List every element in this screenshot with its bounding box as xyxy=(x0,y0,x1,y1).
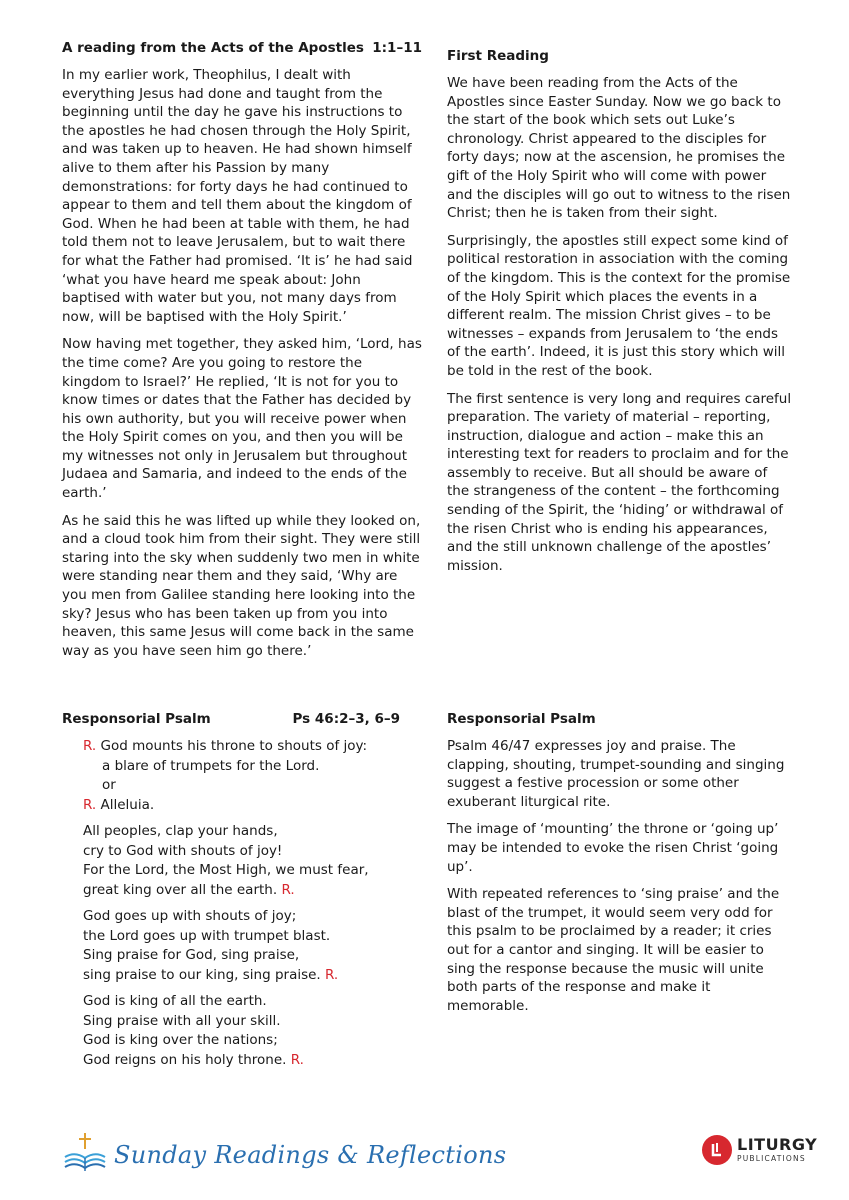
brand-name: Sunday Readings & Reflections xyxy=(114,1141,507,1169)
psalm-reflection-paragraph-1: Psalm 46/47 expresses joy and praise. The clapping, shouting, trumpet-sounding and singing suggest a festive procession or some other exuberant liturgical rite. xyxy=(447,738,785,810)
publisher-logo xyxy=(702,1135,817,1165)
response-marker: R. xyxy=(325,966,339,983)
response-line-2: a blare of trumpets for the Lord. xyxy=(102,757,320,774)
response-marker: R. xyxy=(281,881,295,898)
response-line-1: God mounts his throne to shouts of joy: xyxy=(100,738,368,754)
psalm-section xyxy=(62,711,400,1077)
reading-title: A reading from the Acts of the Apostles xyxy=(62,40,364,56)
verse-line: God reigns on his holy throne. xyxy=(83,1051,287,1068)
psalm-heading xyxy=(62,711,400,727)
response-marker: R. xyxy=(83,738,97,754)
verse-line: the Lord goes up with trumpet blast. xyxy=(83,927,331,944)
psalm-title: Responsorial Psalm xyxy=(62,711,211,727)
verse-line: For the Lord, the Most High, we must fear, xyxy=(83,862,369,878)
psalm-reference: Ps 46:2–3, 6–9 xyxy=(292,711,400,727)
response-or: or xyxy=(102,777,116,793)
liturgy-logo-icon xyxy=(702,1135,732,1165)
response-marker: R. xyxy=(83,796,97,813)
verse-line: sing praise to our king, sing praise. xyxy=(83,966,321,983)
verse-line: God goes up with shouts of joy; xyxy=(83,908,297,924)
psalm-reflection-paragraph-2: The image of ‘mounting’ the throne or ‘going up’ may be intended to evoke the risen Christ ‘going up’. xyxy=(447,821,779,875)
verse-line: Sing praise for God, sing praise, xyxy=(83,947,300,963)
publisher-name: LITURGY xyxy=(737,1135,818,1155)
reading-section xyxy=(62,40,422,669)
reflection-paragraph-3: The first sentence is very long and requires careful preparation. The variety of material – reporting, instruction, dialogue and action – make this an interesting text for readers to proclaim and for the assembly to receive. But all should be aware of the strangeness of the content – the forthcoming sending of the Spirit, the ‘hiding’ or withdrawal of the risen Christ who is ending his appearances, and the still unknown challenge of the apostles’ mission. xyxy=(447,390,792,574)
verse-line: God is king over the nations; xyxy=(83,1032,278,1048)
verse-line: Sing praise with all your skill. xyxy=(83,1012,281,1029)
first-reading-reflection xyxy=(447,48,792,584)
verse-line: cry to God with shouts of joy! xyxy=(83,842,283,859)
reading-heading xyxy=(62,40,422,56)
psalm-reflection-heading: Responsorial Psalm xyxy=(447,711,596,727)
reading-paragraph-1: In my earlier work, Theophilus, I dealt with everything Jesus had done and taught from the beginning until the day he gave his instructions to the apostles he had chosen through the Holy Spirit, and was taken up to heaven. He had shown himself alive to them after his Passion by many demonstrations: for forty days he had continued to appear to them and tell them about the kingdom of God. When he had been at table with them, he had told them not to leave Jerusalem, but to wait there for what the Father had promised. ‘It is’ he had said ‘what you have heard me speak about: John baptised with water but you, not many days from now, will be baptised with the Holy Spirit.’ xyxy=(62,67,413,325)
open-book-icon xyxy=(62,1131,108,1179)
first-reading-heading: First Reading xyxy=(447,48,549,64)
psalm-stanza-3 xyxy=(62,992,400,1070)
psalm-reflection xyxy=(447,711,792,1024)
verse-line: All peoples, clap your hands, xyxy=(83,823,278,839)
verse-line: God is king of all the earth. xyxy=(83,993,267,1009)
reading-paragraph-3: As he said this he was lifted up while they looked on, and a cloud took him from their sight. They were still staring into the sky when suddenly two men in white were standing near them and they said, ‘Why are you men from Galilee standing here looking into the sky? Jesus who has been taken up from you into heaven, this same Jesus will come back in the same way as you have seen him go there.’ xyxy=(62,512,421,659)
verse-line: great king over all the earth. xyxy=(83,881,278,898)
response-marker: R. xyxy=(290,1051,304,1068)
psalm-stanza-2 xyxy=(62,907,400,985)
reading-paragraph-2: Now having met together, they asked him, ‘Lord, has the time come? Are you going to restore the kingdom to Israel?’ He replied, ‘It is not for you to know times or dates that the Father has decided by his own authority, but you will receive power when the Holy Spirit comes on you, and then you will be my witnesses not only in Jerusalem but throughout Judaea and Samaria, and indeed to the ends of the earth.’ xyxy=(62,336,422,502)
psalm-response xyxy=(62,737,400,815)
psalm-reflection-paragraph-3: With repeated references to ‘sing praise’ and the blast of the trumpet, it would seem very odd for this psalm to be proclaimed by a reader; it cries out for a cantor and singing. It will be easier to sing the response because the music will unite both parts of the response and make it memorable. xyxy=(447,886,780,1014)
footer-brand xyxy=(62,1130,506,1180)
publisher-subtitle: PUBLICATIONS xyxy=(737,1154,806,1164)
alt-response: Alleluia. xyxy=(100,796,155,813)
psalm-stanza-1 xyxy=(62,822,400,900)
reading-reference: 1:1–11 xyxy=(372,40,422,56)
reflection-paragraph-2: Surprisingly, the apostles still expect some kind of political restoration in association with the coming of the kingdom. This is the context for the promise of the Holy Spirit which places the events in a different realm. The mission Christ gives – to be witnesses – expands from Jerusalem to ‘the ends of the earth’. Indeed, it is just this story which will be told in the rest of the book. xyxy=(447,232,791,379)
reflection-paragraph-1: We have been reading from the Acts of the Apostles since Easter Sunday. Now we go back to the start of the book which sets out Luke’s chronology. Christ appeared to the disciples for forty days; now at the ascension, he promises the gift of the Holy Spirit who will come with power and the disciples will go out to witness to the risen Christ; then he is taken from their sight. xyxy=(447,75,791,222)
